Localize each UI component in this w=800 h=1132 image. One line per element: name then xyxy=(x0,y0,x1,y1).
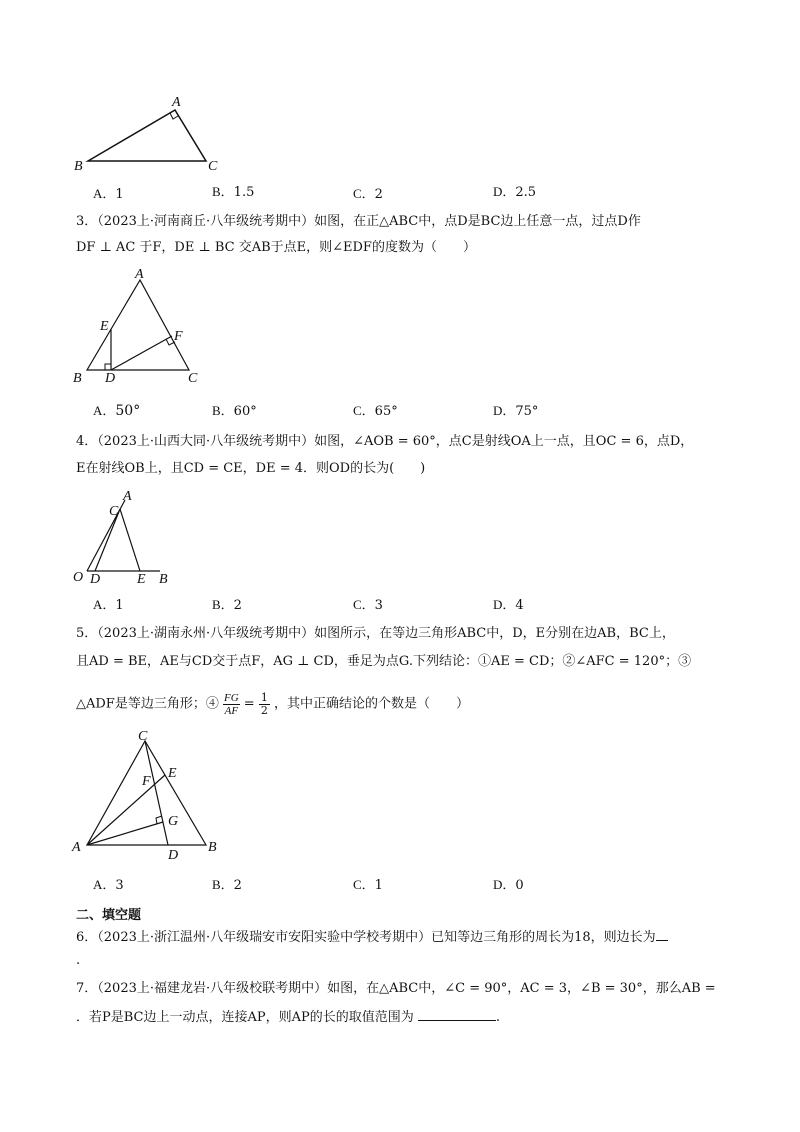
section-heading-fill-in: 二、填空题 xyxy=(76,908,142,923)
q5-half-denominator: 2 xyxy=(260,704,268,717)
q2-option-b-value: 1.5 xyxy=(233,185,255,200)
q4-label-B: B xyxy=(159,572,168,587)
q2-option-b-letter: B． xyxy=(212,184,234,199)
q5-option-c-letter: C． xyxy=(353,877,375,892)
q2-label-B: B xyxy=(74,159,83,174)
q4-stem-line1: 4．（2023上·山西大同·八年级统考期中）如图，∠AOB = 60°，点C是射线OA上一点，且OC = 6，点D， xyxy=(76,434,694,449)
q5-line3-end: ，其中正确结论的个数是（ ） xyxy=(273,696,469,712)
q5-label-B: B xyxy=(208,840,217,855)
q3-option-c-value: 65° xyxy=(374,404,398,419)
q5-option-b xyxy=(212,876,242,895)
q3-label-C: C xyxy=(188,371,198,386)
q4-option-a-value: 1 xyxy=(115,598,124,613)
q5-fraction-denominator: AF xyxy=(224,705,239,717)
q5-fraction-numerator: FG xyxy=(223,692,239,704)
q3-label-F: F xyxy=(174,329,183,344)
q3-label-D: D xyxy=(105,371,116,386)
q2-label-C: C xyxy=(208,159,218,174)
q4-option-c-letter: C． xyxy=(353,597,375,612)
q7-stem-line2 xyxy=(76,1008,500,1027)
q6-stem-text: 6．（2023上·浙江温州·八年级瑞安市安阳实验中学校考期中）已知等边三角形的周长为18，则边长为 xyxy=(76,930,656,945)
q6-answer-blank[interactable] xyxy=(656,928,668,941)
q4-label-O: O xyxy=(73,570,84,585)
q7-stem-text: ．若P是BC边上一动点，连接AP，则AP的长的取值范围为 xyxy=(76,1010,414,1025)
q5-label-G: G xyxy=(168,814,179,829)
q7-stem-end: . xyxy=(495,1010,501,1025)
q2-option-d-letter: D． xyxy=(493,184,516,199)
q2-option-a-value: 1 xyxy=(115,187,124,202)
q4-label-D: D xyxy=(90,572,101,587)
q5-stem-line2: 且AD = BE，AE与CD交于点F，AG ⊥ CD，垂足为点G.下列结论：①AE = CD；②∠AFC = 120°；③ xyxy=(76,654,692,669)
q3-label-A: A xyxy=(135,267,144,282)
q5-option-c-value: 1 xyxy=(374,878,383,893)
q5-label-F: F xyxy=(142,774,151,789)
q5-option-a-value: 3 xyxy=(115,878,124,893)
q3-option-a-letter: A． xyxy=(93,403,116,418)
q5-line3-start: △ADF是等边三角形；④ xyxy=(76,696,219,712)
q3-option-b-letter: B． xyxy=(212,403,234,418)
q7-stem-line1: 7．（2023上·福建龙岩·八年级校联考期中）如图，在△ABC中，∠C = 90°，AC = 3，∠B = 30°，那么AB = xyxy=(76,981,716,996)
q4-stem-line2: E在射线OB上，且CD = CE，DE = 4．则OD的长为( ) xyxy=(76,461,426,476)
q5-option-d-letter: D． xyxy=(493,877,516,892)
q3-option-c-letter: C． xyxy=(353,403,375,418)
q3-label-B: B xyxy=(73,371,82,386)
q2-option-d-value: 2.5 xyxy=(515,185,537,200)
q2-option-c-value: 2 xyxy=(374,187,383,202)
q5-option-c xyxy=(353,876,383,895)
q3-option-b-value: 60° xyxy=(233,404,257,419)
q5-option-b-letter: B． xyxy=(212,877,234,892)
q3-label-E: E xyxy=(100,319,109,334)
q4-option-d-value: 4 xyxy=(515,598,524,613)
q5-option-a-letter: A． xyxy=(93,877,116,892)
q5-segment-ae xyxy=(87,775,165,845)
q4-option-b-letter: B． xyxy=(212,597,234,612)
q2-option-a-letter: A． xyxy=(93,186,116,201)
q4-label-E: E xyxy=(137,572,146,587)
q2-label-A: A xyxy=(172,95,181,110)
q4-option-c-value: 3 xyxy=(374,598,383,613)
q4-option-b-value: 2 xyxy=(233,598,242,613)
q6-stem-line1 xyxy=(76,928,668,947)
q5-option-b-value: 2 xyxy=(233,878,242,893)
q5-fraction-equals: = xyxy=(243,696,255,712)
q5-option-d xyxy=(493,876,524,895)
q2-option-c-letter: C． xyxy=(353,186,375,201)
q4-option-a-letter: A． xyxy=(93,597,116,612)
q7-answer-blank[interactable] xyxy=(418,1008,496,1021)
q5-option-a xyxy=(93,876,124,895)
q5-stem-line1: 5．（2023上·湖南永州·八年级统考期中）如图所示，在等边三角形ABC中，D，E分别在边AB，BC上， xyxy=(76,626,675,641)
q5-label-D: D xyxy=(168,848,179,863)
q4-label-C: C xyxy=(109,504,119,519)
q3-option-a-value: 50° xyxy=(115,403,141,419)
q5-segment-cd xyxy=(145,741,168,845)
q3-stem-line2: DF ⊥ AC 于F，DE ⊥ BC 交AB于点E，则∠EDF的度数为（ ） xyxy=(76,240,476,255)
q5-option-d-value: 0 xyxy=(515,878,524,893)
q3-stem-line1: 3．（2023上·河南商丘·八年级统考期中）如图，在正△ABC中，点D是BC边上任意一点，过点D作 xyxy=(76,214,641,229)
q5-label-A: A xyxy=(72,840,81,855)
q4-label-A: A xyxy=(123,489,132,504)
q3-option-d-letter: D． xyxy=(493,403,516,418)
q6-stem-line2: . xyxy=(76,953,81,968)
q5-label-E: E xyxy=(168,766,177,781)
q4-option-d-letter: D． xyxy=(493,597,516,612)
q3-option-d-value: 75° xyxy=(515,404,539,419)
q5-half-numerator: 1 xyxy=(260,691,268,704)
q5-label-C: C xyxy=(138,729,148,744)
